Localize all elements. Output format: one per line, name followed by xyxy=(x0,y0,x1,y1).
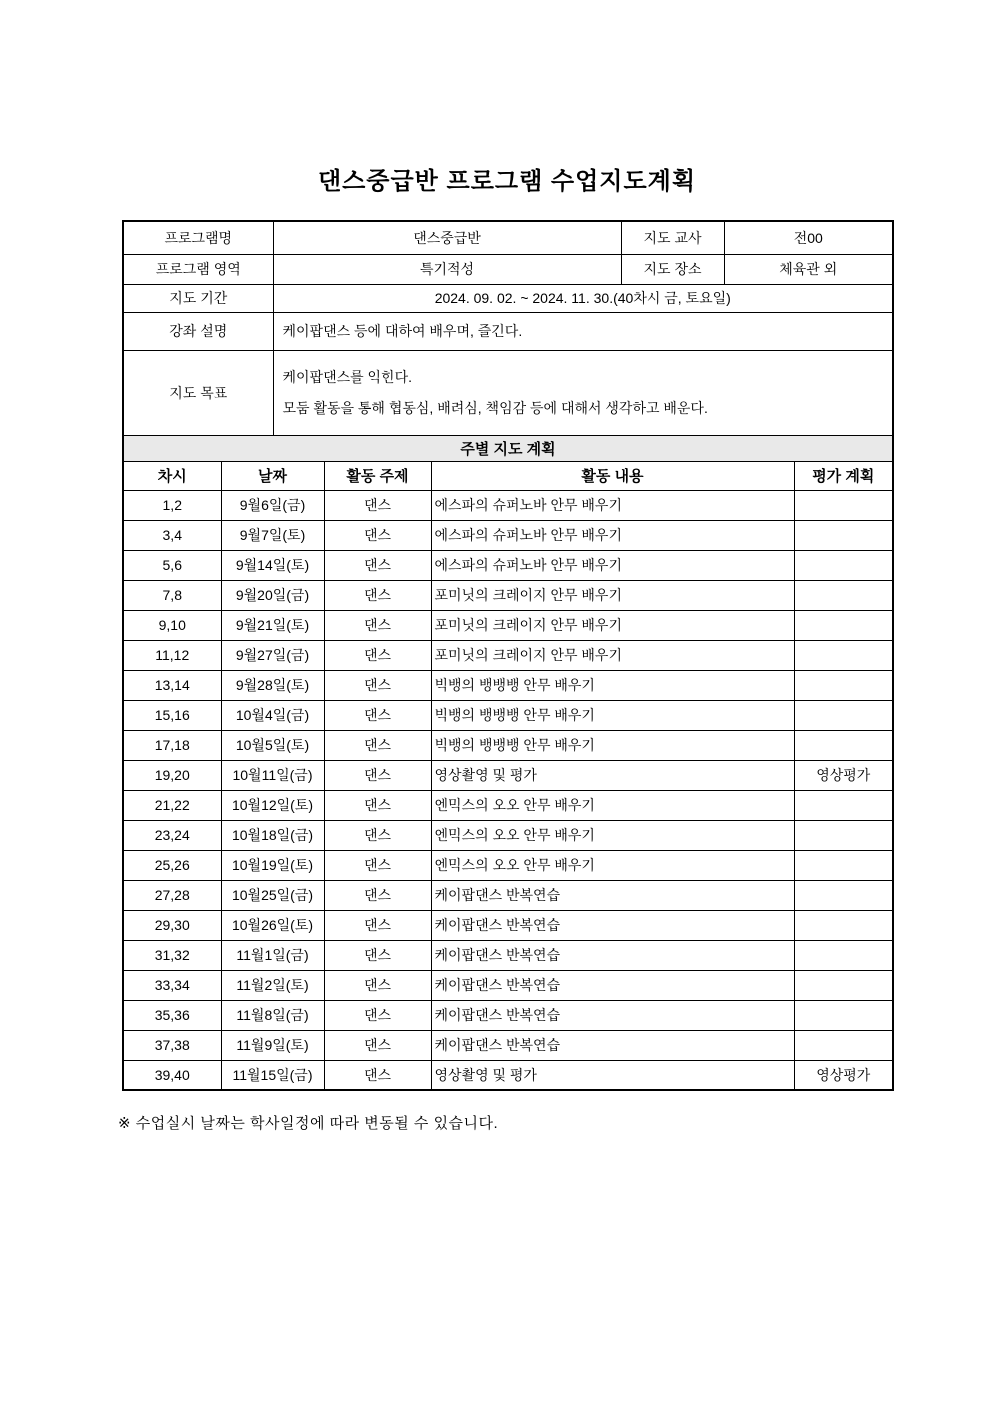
info-value-teacher: 전00 xyxy=(724,221,893,254)
date-cell: 10월18일(금) xyxy=(221,820,324,850)
date-cell: 10월12일(토) xyxy=(221,790,324,820)
date-cell: 9월28일(토) xyxy=(221,670,324,700)
content-cell: 포미닛의 크레이지 안무 배우기 xyxy=(431,610,794,640)
content-cell: 포미닛의 크레이지 안무 배우기 xyxy=(431,580,794,610)
table-row xyxy=(123,490,893,520)
topic-cell: 댄스 xyxy=(324,640,431,670)
session-cell: 25,26 xyxy=(123,850,221,880)
eval-cell xyxy=(794,970,893,1000)
eval-cell xyxy=(794,730,893,760)
session-cell: 1,2 xyxy=(123,490,221,520)
eval-cell: 영상평가 xyxy=(794,1060,893,1090)
topic-cell: 댄스 xyxy=(324,850,431,880)
eval-cell xyxy=(794,880,893,910)
section-band xyxy=(123,435,893,461)
topic-cell: 댄스 xyxy=(324,1060,431,1090)
session-cell: 7,8 xyxy=(123,580,221,610)
info-label-program-area: 프로그램 영역 xyxy=(123,254,273,284)
info-label-goal: 지도 목표 xyxy=(123,350,273,435)
footnote: ※ 수업실시 날짜는 학사일정에 따라 변동될 수 있습니다. xyxy=(118,1115,499,1132)
content-cell: 빅뱅의 뱅뱅뱅 안무 배우기 xyxy=(431,700,794,730)
content-cell: 엔믹스의 오오 안무 배우기 xyxy=(431,820,794,850)
info-value-program-area: 특기적성 xyxy=(273,254,621,284)
session-cell: 3,4 xyxy=(123,520,221,550)
topic-cell: 댄스 xyxy=(324,1000,431,1030)
table-row xyxy=(123,670,893,700)
column-header-topic: 활동 주제 xyxy=(324,461,431,490)
session-cell: 33,34 xyxy=(123,970,221,1000)
session-cell: 11,12 xyxy=(123,640,221,670)
info-value-place: 체육관 외 xyxy=(724,254,893,284)
session-cell: 27,28 xyxy=(123,880,221,910)
date-cell: 11월9일(토) xyxy=(221,1030,324,1060)
eval-cell xyxy=(794,790,893,820)
program-info-table xyxy=(122,220,894,436)
date-cell: 9월7일(토) xyxy=(221,520,324,550)
eval-cell xyxy=(794,640,893,670)
content-cell: 케이팝댄스 반복연습 xyxy=(431,1030,794,1060)
column-header-date: 날짜 xyxy=(221,461,324,490)
topic-cell: 댄스 xyxy=(324,1030,431,1060)
content-cell: 에스파의 슈퍼노바 안무 배우기 xyxy=(431,490,794,520)
session-cell: 35,36 xyxy=(123,1000,221,1030)
info-label-teacher: 지도 교사 xyxy=(621,221,724,254)
session-cell: 13,14 xyxy=(123,670,221,700)
table-row xyxy=(123,940,893,970)
date-cell: 10월25일(금) xyxy=(221,880,324,910)
content-cell: 케이팝댄스 반복연습 xyxy=(431,910,794,940)
page-title: 댄스중급반 프로그램 수업지도계획 xyxy=(317,168,697,195)
eval-cell xyxy=(794,670,893,700)
content-cell: 빅뱅의 뱅뱅뱅 안무 배우기 xyxy=(431,730,794,760)
content-cell: 케이팝댄스 반복연습 xyxy=(431,880,794,910)
table-row xyxy=(123,730,893,760)
topic-cell: 댄스 xyxy=(324,670,431,700)
topic-cell: 댄스 xyxy=(324,880,431,910)
info-value-goal xyxy=(273,350,893,435)
session-cell: 5,6 xyxy=(123,550,221,580)
info-label-place: 지도 장소 xyxy=(621,254,724,284)
content-cell: 에스파의 슈퍼노바 안무 배우기 xyxy=(431,520,794,550)
session-cell: 39,40 xyxy=(123,1060,221,1090)
date-cell: 11월15일(금) xyxy=(221,1060,324,1090)
goal-line-1: 케이팝댄스를 익힌다. xyxy=(282,368,412,385)
content-cell: 빅뱅의 뱅뱅뱅 안무 배우기 xyxy=(431,670,794,700)
goal-line-2: 모둠 활동을 통해 협동심, 배려심, 책임감 등에 대해서 생각하고 배운다. xyxy=(282,399,708,416)
topic-cell: 댄스 xyxy=(324,820,431,850)
table-row xyxy=(123,550,893,580)
content-cell: 영상촬영 및 평가 xyxy=(431,760,794,790)
eval-cell xyxy=(794,850,893,880)
session-cell: 21,22 xyxy=(123,790,221,820)
table-row xyxy=(123,910,893,940)
content-cell: 엔믹스의 오오 안무 배우기 xyxy=(431,790,794,820)
session-cell: 9,10 xyxy=(123,610,221,640)
eval-cell: 영상평가 xyxy=(794,760,893,790)
date-cell: 9월6일(금) xyxy=(221,490,324,520)
content-cell: 케이팝댄스 반복연습 xyxy=(431,970,794,1000)
table-row xyxy=(123,640,893,670)
schedule-header-row xyxy=(123,461,893,490)
eval-cell xyxy=(794,610,893,640)
topic-cell: 댄스 xyxy=(324,580,431,610)
topic-cell: 댄스 xyxy=(324,940,431,970)
session-cell: 15,16 xyxy=(123,700,221,730)
document-body xyxy=(118,0,892,1133)
topic-cell: 댄스 xyxy=(324,610,431,640)
info-row-program-name xyxy=(123,221,893,254)
content-cell: 케이팝댄스 반복연습 xyxy=(431,940,794,970)
table-row xyxy=(123,760,893,790)
topic-cell: 댄스 xyxy=(324,700,431,730)
topic-cell: 댄스 xyxy=(324,910,431,940)
date-cell: 9월21일(토) xyxy=(221,610,324,640)
info-row-goal xyxy=(123,350,893,435)
eval-cell xyxy=(794,940,893,970)
schedule-body xyxy=(123,490,893,1090)
section-title: 주별 지도 계획 xyxy=(123,435,893,461)
topic-cell: 댄스 xyxy=(324,970,431,1000)
topic-cell: 댄스 xyxy=(324,490,431,520)
topic-cell: 댄스 xyxy=(324,550,431,580)
weekly-plan-table xyxy=(122,435,894,1092)
info-value-period: 2024. 09. 02. ~ 2024. 11. 30.(40차시 금, 토요일) xyxy=(273,284,893,312)
session-cell: 29,30 xyxy=(123,910,221,940)
table-row xyxy=(123,610,893,640)
table-row xyxy=(123,1030,893,1060)
session-cell: 37,38 xyxy=(123,1030,221,1060)
eval-cell xyxy=(794,580,893,610)
date-cell: 11월8일(금) xyxy=(221,1000,324,1030)
date-cell: 9월20일(금) xyxy=(221,580,324,610)
table-row xyxy=(123,1060,893,1090)
column-header-content: 활동 내용 xyxy=(431,461,794,490)
table-row xyxy=(123,820,893,850)
date-cell: 11월1일(금) xyxy=(221,940,324,970)
session-cell: 23,24 xyxy=(123,820,221,850)
eval-cell xyxy=(794,1030,893,1060)
column-header-eval: 평가 계획 xyxy=(794,461,893,490)
eval-cell xyxy=(794,550,893,580)
info-value-program-name: 댄스중급반 xyxy=(273,221,621,254)
table-row xyxy=(123,700,893,730)
eval-cell xyxy=(794,910,893,940)
topic-cell: 댄스 xyxy=(324,520,431,550)
date-cell: 10월5일(토) xyxy=(221,730,324,760)
content-cell: 포미닛의 크레이지 안무 배우기 xyxy=(431,640,794,670)
table-row xyxy=(123,1000,893,1030)
eval-cell xyxy=(794,820,893,850)
session-cell: 31,32 xyxy=(123,940,221,970)
topic-cell: 댄스 xyxy=(324,730,431,760)
date-cell: 10월26일(토) xyxy=(221,910,324,940)
date-cell: 10월4일(금) xyxy=(221,700,324,730)
table-row xyxy=(123,580,893,610)
column-header-session: 차시 xyxy=(123,461,221,490)
info-value-description: 케이팝댄스 등에 대하여 배우며, 즐긴다. xyxy=(273,312,893,350)
date-cell: 10월11일(금) xyxy=(221,760,324,790)
info-label-description: 강좌 설명 xyxy=(123,312,273,350)
session-cell: 17,18 xyxy=(123,730,221,760)
table-row xyxy=(123,790,893,820)
content-cell: 영상촬영 및 평가 xyxy=(431,1060,794,1090)
table-row xyxy=(123,850,893,880)
table-row xyxy=(123,520,893,550)
topic-cell: 댄스 xyxy=(324,760,431,790)
table-row xyxy=(123,970,893,1000)
content-cell: 에스파의 슈퍼노바 안무 배우기 xyxy=(431,550,794,580)
info-row-description xyxy=(123,312,893,350)
content-cell: 케이팝댄스 반복연습 xyxy=(431,1000,794,1030)
date-cell: 9월27일(금) xyxy=(221,640,324,670)
eval-cell xyxy=(794,520,893,550)
topic-cell: 댄스 xyxy=(324,790,431,820)
info-label-period: 지도 기간 xyxy=(123,284,273,312)
eval-cell xyxy=(794,490,893,520)
info-row-program-area xyxy=(123,254,893,284)
info-row-period xyxy=(123,284,893,312)
content-cell: 엔믹스의 오오 안무 배우기 xyxy=(431,850,794,880)
date-cell: 10월19일(토) xyxy=(221,850,324,880)
date-cell: 11월2일(토) xyxy=(221,970,324,1000)
eval-cell xyxy=(794,700,893,730)
info-label-program-name: 프로그램명 xyxy=(123,221,273,254)
session-cell: 19,20 xyxy=(123,760,221,790)
table-row xyxy=(123,880,893,910)
eval-cell xyxy=(794,1000,893,1030)
date-cell: 9월14일(토) xyxy=(221,550,324,580)
